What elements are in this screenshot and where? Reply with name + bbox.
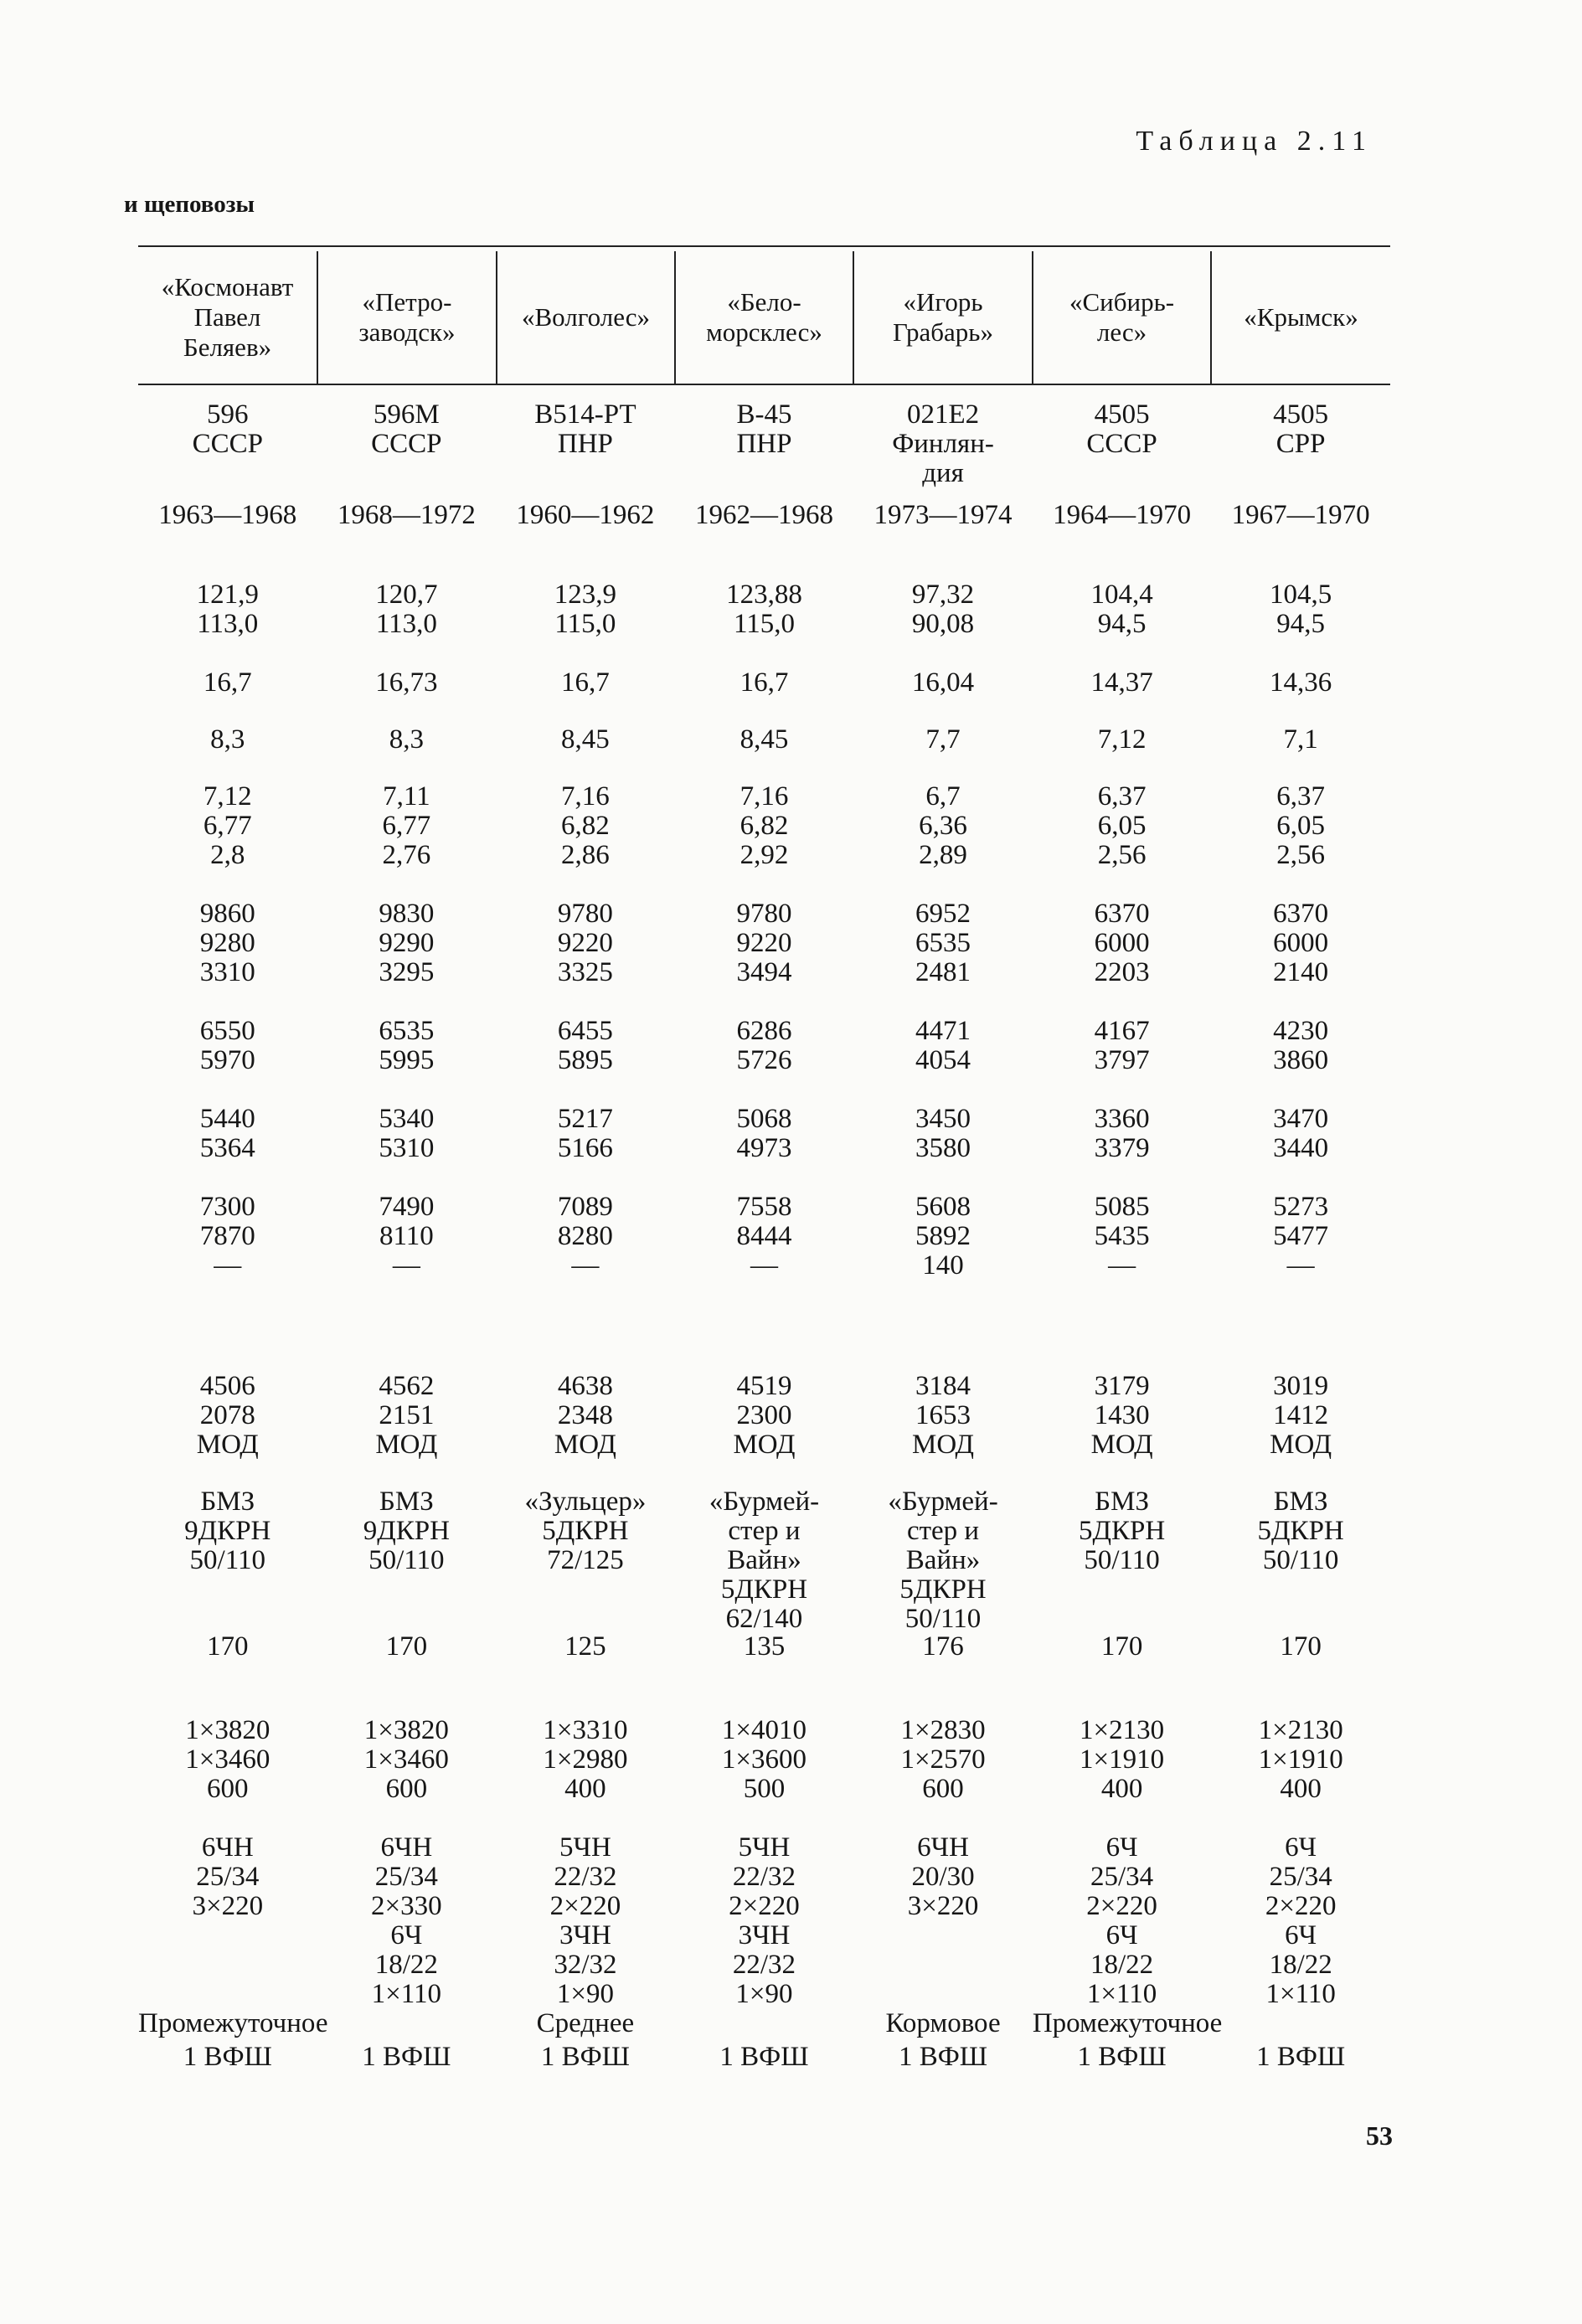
column-header-5: «Игорь Грабарь»	[853, 251, 1032, 384]
table-cell: 123,88 115,0	[726, 580, 802, 639]
table-column-1	[138, 399, 328, 2080]
column-header-7: «Крымск»	[1210, 251, 1390, 384]
table-cell: 97,32 90,08	[911, 580, 975, 639]
table-cell: 1×2130 1×1910 400	[1080, 1715, 1165, 1804]
table-cell: БМЗ 9ДКРН 50/110	[184, 1487, 271, 1575]
table-column-6	[1032, 399, 1223, 2080]
table-cell: 6370 6000 2203	[1094, 899, 1150, 987]
table-cell: 8,3	[389, 724, 424, 755]
table-cell: 7,16 6,82 2,86	[561, 781, 610, 870]
table-cell: 170	[1280, 1631, 1322, 1662]
table-cell: 125	[564, 1631, 606, 1662]
table-cell: 4562 2151 МОД	[375, 1371, 438, 1460]
table-cell: 7,11 6,77 2,76	[382, 781, 431, 870]
table-cell: 1960—1962	[516, 500, 655, 530]
table-cell: 14,37	[1090, 667, 1153, 698]
table-cell: 1×3820 1×3460 600	[185, 1715, 271, 1804]
table-cell: 170	[1100, 1631, 1143, 1662]
table-cell	[675, 2009, 854, 2043]
table-cell: 1962—1968	[694, 500, 833, 530]
table-cell: 5608 5892 140	[915, 1192, 971, 1281]
table-cell: 5273 5477 —	[1273, 1192, 1329, 1281]
table-cell: 3019 1412 МОД	[1270, 1371, 1332, 1460]
table-cell: 121,9 113,0	[196, 580, 259, 639]
table-cell: 7490 8110 —	[379, 1192, 435, 1281]
table-cell: БМЗ 5ДКРН 50/110	[1078, 1487, 1166, 1575]
column-header-4: «Бело- морсклес»	[674, 251, 853, 384]
table-heading: и щеповозы	[124, 191, 255, 218]
table-cell: 1×2830 1×2570 600	[900, 1715, 986, 1804]
table-cell: 1967—1970	[1231, 500, 1370, 530]
table-cell: 8,3	[210, 724, 245, 755]
table-cell: 170	[207, 1631, 249, 1662]
table-cell: 9780 9220 3325	[557, 899, 613, 987]
table-cell: 6ЧН 25/34 2×330 6Ч 18/22 1×110	[371, 1832, 442, 2009]
table-cell: Промежуточное	[1032, 2008, 1223, 2038]
table-cell: 7,1	[1283, 724, 1318, 755]
table-cell: 4506 2078 МОД	[196, 1371, 259, 1460]
table-cell: Промежуточное	[138, 2008, 328, 2038]
table-cell: 3470 3440	[1273, 1104, 1329, 1163]
table-cell: 5440 5364	[199, 1104, 255, 1163]
table-cell: 16,7	[561, 667, 610, 698]
table-cell: 1×3310 1×2980 400	[543, 1715, 628, 1804]
table-cell: «Зульцер» 5ДКРН 72/125	[524, 1487, 647, 1575]
column-header-3: «Волголес»	[496, 251, 674, 384]
table-column-4	[675, 400, 854, 2080]
table-cell: 6,37 6,05 2,56	[1276, 781, 1326, 870]
table-cell: 7,7	[925, 724, 961, 755]
column-header-1: «Космонавт Павел Беляев»	[161, 272, 294, 362]
table-cell: 170	[385, 1631, 428, 1662]
table-cell: Кормовое	[885, 2008, 1001, 2038]
column-header-6: «Сибирь- лес»	[1032, 251, 1210, 384]
table-cell: 8,45	[739, 724, 789, 755]
table-cell: БМЗ 9ДКРН 50/110	[363, 1487, 450, 1575]
table-cell: «Бурмей- стер и Вайн» 5ДКРН 62/140	[709, 1487, 820, 1634]
table-cell: 1964—1970	[1053, 500, 1192, 530]
table-cell: 6Ч 25/34 2×220 6Ч 18/22 1×110	[1265, 1832, 1337, 2009]
table-cell: 6550 5970	[199, 1016, 255, 1075]
table-cell: В514-РТ ПНР	[534, 399, 636, 459]
table-cell: 176	[922, 1631, 964, 1662]
table-cell: 1963—1968	[158, 500, 297, 530]
table-cell: 6952 6535 2481	[915, 899, 971, 987]
table-cell: 1×2130 1×1910 400	[1258, 1715, 1343, 1804]
table-cell: 6ЧН 25/34 3×220	[192, 1832, 264, 1921]
table-cell: 1×3820 1×3460 600	[363, 1715, 449, 1804]
table-cell: 6370 6000 2140	[1273, 899, 1329, 987]
table-cell: 6455 5895	[557, 1016, 613, 1075]
table-cell: 6,7 6,36 2,89	[919, 781, 967, 870]
table-cell: 3179 1430 МОД	[1090, 1371, 1153, 1460]
table-column-7	[1211, 400, 1390, 2080]
table-cell: 4505 СРР	[1273, 399, 1329, 459]
page-number: 53	[1366, 2120, 1393, 2151]
table-cell: 1 ВФШ	[362, 2042, 451, 2072]
table-cell: 5340 5310	[379, 1104, 435, 1163]
table-cell: 135	[743, 1631, 786, 1662]
table-column-3	[496, 400, 675, 2080]
table-cell: 1 ВФШ	[719, 2042, 809, 2072]
table-cell: 1 ВФШ	[183, 2042, 272, 2072]
table-cell: 1×4010 1×3600 500	[721, 1715, 807, 1804]
table-cell: 9830 9290 3295	[379, 899, 435, 987]
table-cell: 5085 5435 —	[1094, 1192, 1150, 1281]
table-cell: 8,45	[561, 724, 610, 755]
table-cell: 1 ВФШ	[1077, 2042, 1167, 2072]
table-cell: 596 СССР	[192, 399, 263, 459]
table-cell: 1968—1972	[337, 500, 476, 530]
table-cell: 4230 3860	[1273, 1016, 1329, 1075]
table-cell: 3184 1653 МОД	[912, 1371, 975, 1460]
table-cell: 5068 4973	[736, 1104, 792, 1163]
table-column-5	[853, 400, 1033, 2080]
table-cell: 3360 3379	[1094, 1104, 1150, 1163]
table-cell: 16,7	[739, 667, 789, 698]
table-cell: 16,04	[911, 667, 975, 698]
table-cell: 9860 9280 3310	[199, 899, 255, 987]
top-rule	[138, 245, 1390, 247]
table-cell: 4638 2348 МОД	[554, 1371, 616, 1460]
table-cell: 7,12 6,77 2,8	[203, 781, 252, 870]
table-cell: 104,4 94,5	[1090, 580, 1153, 639]
table-cell: 4519 2300 МОД	[733, 1371, 796, 1460]
table-cell: БМЗ 5ДКРН 50/110	[1257, 1487, 1344, 1575]
table-cell: 6ЧН 20/30 3×220	[907, 1832, 979, 1921]
table-cell: «Бурмей- стер и Вайн» 5ДКРН 50/110	[888, 1487, 998, 1634]
table-cell: 14,36	[1270, 667, 1332, 698]
table-cell	[317, 2009, 497, 2043]
table-cell: 123,9 115,0	[554, 580, 617, 639]
table-cell: 4505 СССР	[1086, 399, 1157, 459]
table-cell: 6535 5995	[379, 1016, 435, 1075]
table-cell: 4167 3797	[1094, 1016, 1150, 1075]
table-cell: 1973—1974	[873, 500, 1013, 530]
table-cell: 9780 9220 3494	[736, 899, 792, 987]
table-cell: 7,12	[1097, 724, 1147, 755]
table-cell: 16,7	[203, 667, 252, 698]
table-cell	[1211, 2009, 1390, 2043]
table-cell: 120,7 113,0	[375, 580, 438, 639]
table-cell: В-45 ПНР	[736, 399, 792, 459]
table-cell: 1 ВФШ	[540, 2042, 630, 2072]
table-cell: 7,16 6,82 2,92	[739, 781, 789, 870]
table-cell: 5ЧН 22/32 2×220 3ЧН 32/32 1×90	[549, 1832, 621, 2009]
table-cell: 7089 8280 —	[557, 1192, 613, 1281]
table-cell: Среднее	[536, 2008, 635, 2038]
table-cell: 1 ВФШ	[898, 2042, 988, 2072]
table-caption: Таблица 2.11	[1136, 126, 1373, 157]
table-cell: 104,5 94,5	[1270, 580, 1332, 639]
table-cell: 6,37 6,05 2,56	[1097, 781, 1147, 870]
table-cell: 4471 4054	[915, 1016, 971, 1075]
table-cell: 596М СССР	[371, 399, 442, 459]
table-cell: 3450 3580	[915, 1104, 971, 1163]
table-cell: 5ЧН 22/32 2×220 3ЧН 22/32 1×90	[729, 1832, 800, 2009]
table-cell: 1 ВФШ	[1256, 2042, 1346, 2072]
table-cell: 7558 8444 —	[736, 1192, 792, 1281]
header-rule	[138, 384, 1390, 385]
table-cell: 16,73	[375, 667, 438, 698]
column-header-2: «Петро- заводск»	[317, 251, 496, 384]
table-cell: 5217 5166	[557, 1104, 613, 1163]
table-cell: 7300 7870 —	[199, 1192, 255, 1281]
table-body	[138, 400, 1390, 2080]
table-cell: 021Е2 Финлян- дия	[892, 399, 994, 488]
table-cell: 6Ч 25/34 2×220 6Ч 18/22 1×110	[1086, 1832, 1157, 2009]
table-column-2	[317, 400, 497, 2080]
table-cell: 6286 5726	[736, 1016, 792, 1075]
